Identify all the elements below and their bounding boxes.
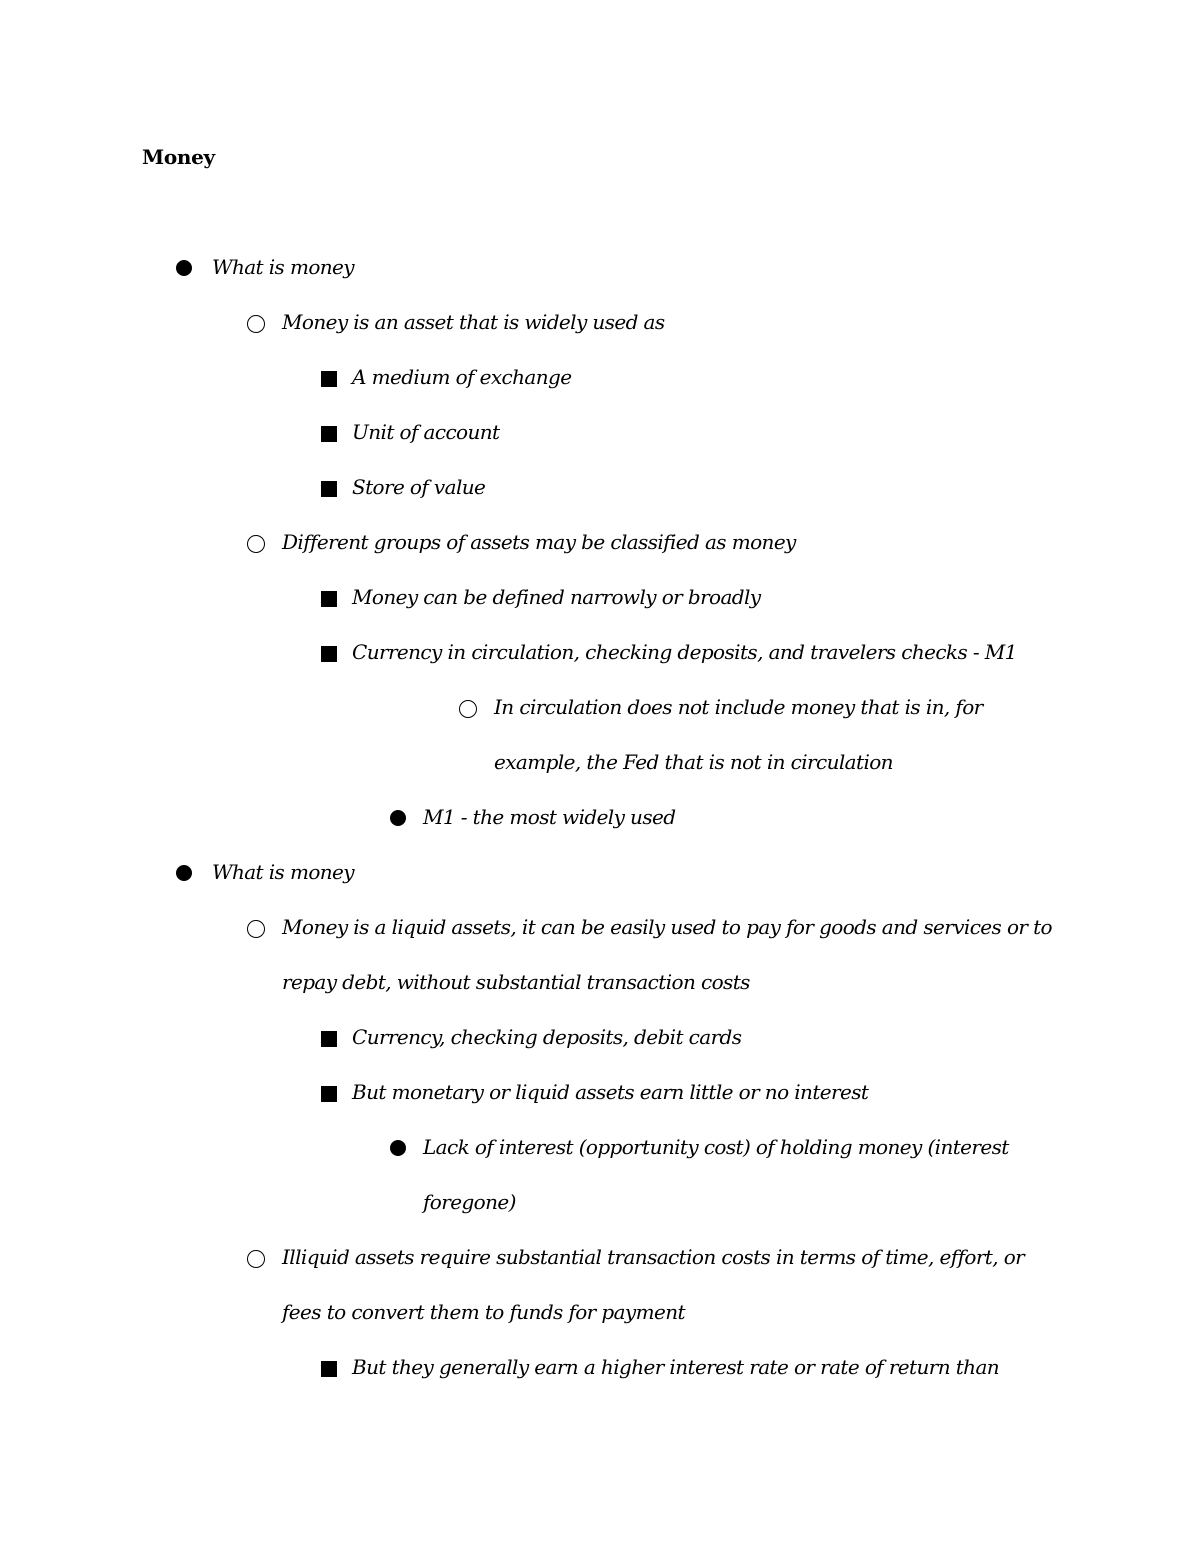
list-item-text: Different groups of assets may be classified as money: [282, 530, 796, 554]
square-bullet-icon: [321, 481, 337, 497]
square-bullet-icon: [321, 426, 337, 442]
list-item-text: Currency in circulation, checking deposits, and travelers checks - M1: [352, 640, 1017, 664]
list-item-text: Unit of account: [352, 420, 500, 444]
list-item-text: What is money: [212, 255, 354, 279]
list-item-text: Money is a liquid assets, it can be easily used to pay for goods and services or to: [282, 915, 1052, 939]
list-item: [212, 240, 354, 295]
list-item-text: A medium of exchange: [352, 365, 572, 389]
list-item: [282, 295, 665, 350]
square-bullet-icon: [321, 591, 337, 607]
list-item-text: Illiquid assets require substantial transaction costs in terms of time, effort, or: [282, 1245, 1025, 1269]
hollow-circle-bullet-icon: [459, 700, 477, 718]
hollow-circle-bullet-icon: [247, 535, 265, 553]
list-item-text: Store of value: [352, 475, 486, 499]
list-item-text: Money can be defined narrowly or broadly: [352, 585, 761, 609]
list-item: [352, 350, 571, 405]
square-bullet-icon: [321, 371, 337, 387]
list-item: [282, 515, 796, 570]
list-item-text: But monetary or liquid assets earn little or no interest: [352, 1080, 869, 1104]
list-item-continuation: example, the Fed that is not in circulation: [494, 750, 893, 774]
square-bullet-icon: [321, 1031, 337, 1047]
list-item-text: Money is an asset that is widely used as: [282, 310, 665, 334]
list-item-text: But they generally earn a higher interest rate or rate of return than: [352, 1355, 1000, 1379]
list-item-text: Lack of interest (opportunity cost) of holding money (interest: [423, 1135, 1009, 1159]
list-item-text: M1 - the most widely used: [423, 805, 676, 829]
list-item: [494, 680, 983, 790]
list-item-text: In circulation does not include money that is in, for: [494, 695, 983, 719]
list-item: [352, 625, 1017, 680]
list-item-text: Currency, checking deposits, debit cards: [352, 1025, 742, 1049]
list-item: [282, 900, 1052, 1010]
list-item: [352, 1340, 999, 1395]
list-item-continuation: repay debt, without substantial transaction costs: [282, 970, 750, 994]
document-title: Money: [142, 145, 215, 169]
square-bullet-icon: [321, 1086, 337, 1102]
list-item-continuation: foregone): [423, 1190, 516, 1214]
hollow-circle-bullet-icon: [247, 1250, 265, 1268]
list-item: [282, 1230, 1024, 1340]
filled-circle-bullet-icon: [390, 810, 406, 826]
list-item: [352, 405, 500, 460]
hollow-circle-bullet-icon: [247, 315, 265, 333]
list-item: [352, 1010, 741, 1065]
list-item: [352, 570, 761, 625]
hollow-circle-bullet-icon: [247, 920, 265, 938]
list-item: [352, 1065, 868, 1120]
list-item: [423, 790, 675, 845]
list-item: [423, 1120, 1009, 1230]
filled-circle-bullet-icon: [176, 865, 192, 881]
list-item: [212, 845, 354, 900]
list-item: [352, 460, 485, 515]
filled-circle-bullet-icon: [390, 1140, 406, 1156]
list-item-continuation: fees to convert them to funds for payment: [282, 1300, 685, 1324]
square-bullet-icon: [321, 1361, 337, 1377]
filled-circle-bullet-icon: [176, 260, 192, 276]
square-bullet-icon: [321, 646, 337, 662]
list-item-text: What is money: [212, 860, 354, 884]
